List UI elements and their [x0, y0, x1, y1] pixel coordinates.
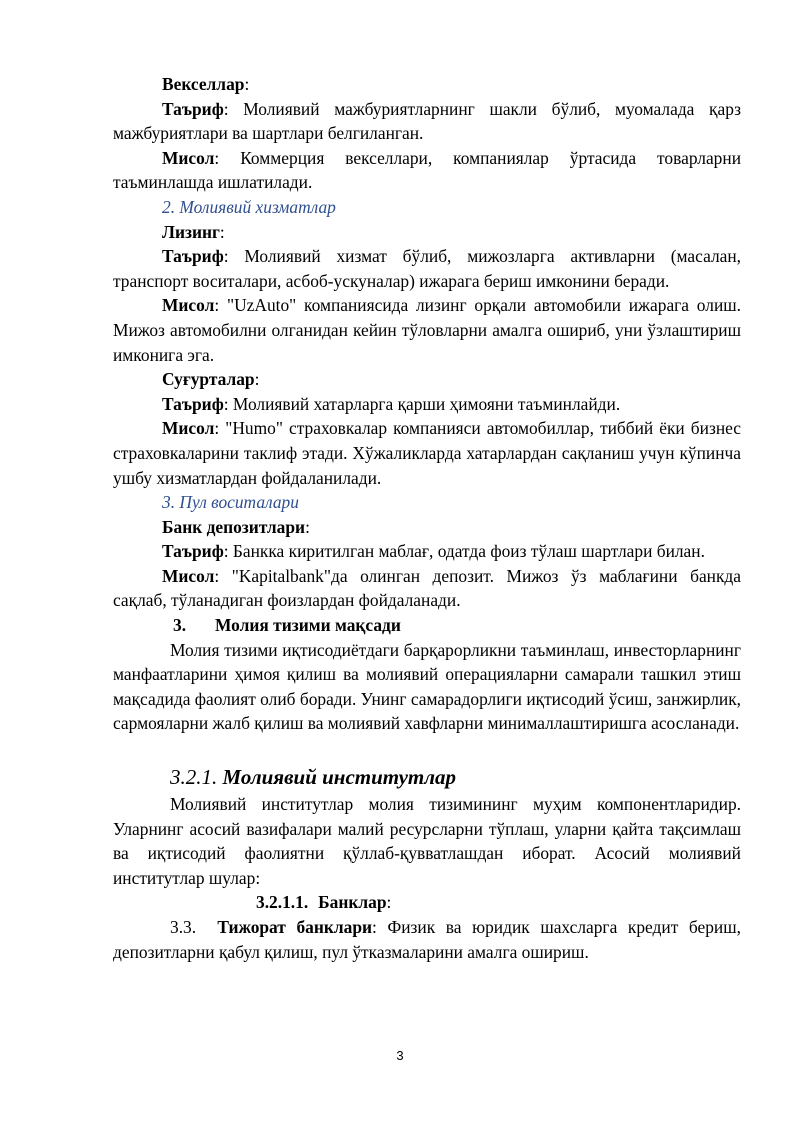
sugurta-heading: Суғурталар:: [162, 369, 260, 390]
section-3-heading: 3. Молия тизими мақсади: [173, 615, 401, 636]
veksellar-definition: Таъриф: Молиявий мажбуриятларнинг шакли бўлиб, муомалада қарз мажбуриятлари ва шартлари белгиланган.: [113, 98, 741, 144]
veksellar-heading: Векселлар:: [162, 74, 250, 94]
lizing-example: Мисол: "UzAuto" компаниясида лизинг орқали автомобили ижарага олиш. Мижоз автомобилни олганидан кейин тўловларни амалга ошириб, уни ўзлаштириш имконига эга.: [113, 295, 741, 365]
section-3211-heading: 3.2.1.1. Банклар:: [256, 892, 392, 913]
sugurta-definition: Таъриф: Молиявий хатарларга қарши ҳимояни таъминлайди.: [162, 393, 621, 414]
lizing-heading: Лизинг:: [162, 221, 225, 242]
section-321-heading: 3.2.1. Молиявий институтлар: [170, 765, 457, 790]
depozit-heading: Банк депозитлари:: [162, 516, 310, 537]
sugurta-example: Мисол: "Humo" страховкалар компанияси автомобиллар, тиббий ёки бизнес страховкаларини таклиф этади. Хўжаликларда хатарлардан сақланиш учун кўпинча ушбу хизматлардан фойдаланилади.: [113, 418, 741, 488]
tijorat-paragraph: 3.3. Тижорат банклари: Физик ва юридик шахсларга кредит бериш, депозитларни қабул қилиш, пул ўтказмаларини амалга ошириш.: [113, 917, 741, 962]
section-321-paragraph: Молиявий институтлар молия тизимининг муҳим компонентларидир. Уларнинг асосий вазифалари малий ресурсларни тўплаш, уларни қайта тақсимлаш ва иқтисодий фаолиятни қўллаб-қувватлашдан иборат. Асосий молиявий институтлар шулар:: [113, 794, 741, 888]
veksellar-example: Мисол: Коммерция векселлари, компаниялар ўртасида товарларни таъминлашда ишлатилади.: [113, 147, 741, 193]
page-number: 3: [396, 1048, 404, 1063]
depozit-example: Мисол: "Kapitalbank"да олинган депозит. Мижоз ўз маблағини банкда сақлаб, тўланадиган фоизлардан фойдаланади.: [113, 565, 741, 611]
lizing-definition: Таъриф: Молиявий хизмат бўлиб, мижозларга активларни (масалан, транспорт воситалари, асбоб-ускуналар) ижарага бериш имконини беради.: [113, 246, 741, 291]
subsection-financial-services: 2. Молиявий хизматлар: [162, 196, 336, 217]
page-content: [113, 72, 741, 964]
subsection-money-instruments: 3. Пул воситалари: [162, 492, 299, 513]
section-3-paragraph: Молия тизими иқтисодиётдаги барқарорликни таъминлаш, инвесторларнинг манфаатларини ҳимоя қилиш ва молиявий операцияларни самарали ташкил этиш мақсадида фаолият олиб боради. Унинг самарадорлиги иқтисодий ўсиш, занжирлик, сармояларни жалб қилиш ва молиявий хавфларни минималлаштиришга асосланади.: [113, 639, 741, 734]
depozit-definition: Таъриф: Банкка киритилган маблағ, одатда фоиз тўлаш шартлари билан.: [162, 541, 705, 562]
